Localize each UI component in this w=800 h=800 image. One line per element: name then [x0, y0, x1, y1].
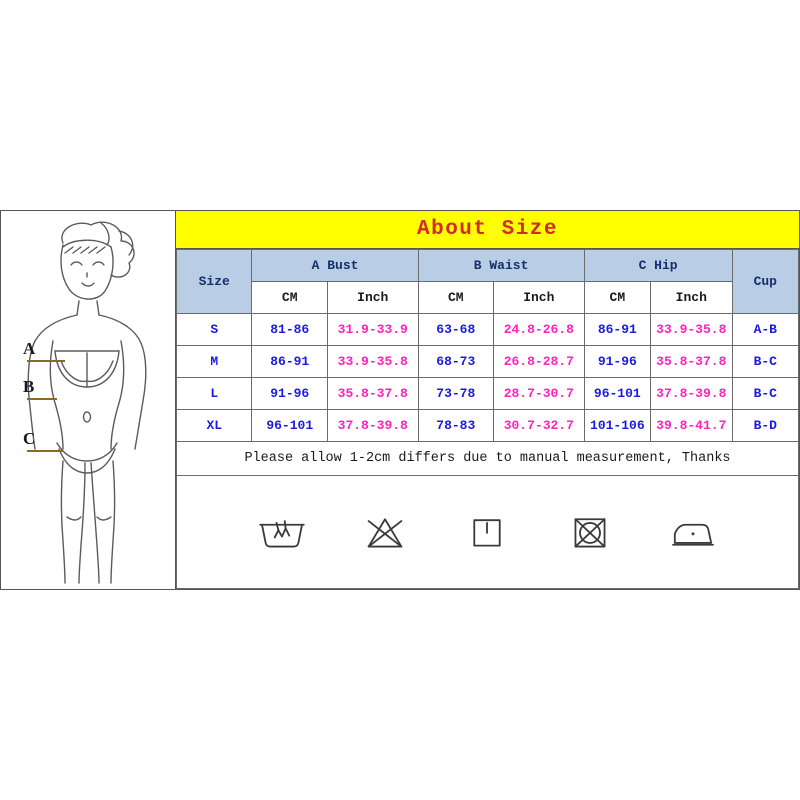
- header-hip-inch: Inch: [651, 282, 733, 314]
- header-hip-cm: CM: [584, 282, 650, 314]
- table-panel: [176, 211, 799, 589]
- cell-hip-cm: 86-91: [584, 314, 650, 346]
- cell-waist-cm: 78-83: [418, 410, 493, 442]
- cell-waist-inch: 28.7-30.7: [494, 378, 585, 410]
- cell-size: XL: [177, 410, 252, 442]
- cell-bust-inch: 33.9-35.8: [327, 346, 418, 378]
- cell-hip-cm: 91-96: [584, 346, 650, 378]
- table-group-header-row: [177, 250, 799, 282]
- iron-low-heat-icon: [665, 512, 721, 552]
- cell-waist-inch: 24.8-26.8: [494, 314, 585, 346]
- header-waist: B Waist: [418, 250, 584, 282]
- do-not-bleach-icon: [357, 512, 413, 552]
- hand-wash-icon: [254, 512, 310, 552]
- cell-bust-inch: 35.8-37.8: [327, 378, 418, 410]
- cell-cup: B-C: [732, 346, 798, 378]
- table-row: [177, 346, 799, 378]
- cell-size: M: [177, 346, 252, 378]
- waist-marker-label: B: [23, 377, 35, 396]
- cell-bust-cm: 86-91: [252, 346, 327, 378]
- about-size-title-bar: [176, 211, 799, 249]
- cell-bust-inch: 37.8-39.8: [327, 410, 418, 442]
- cell-size: L: [177, 378, 252, 410]
- cell-bust-cm: 96-101: [252, 410, 327, 442]
- cell-hip-cm: 101-106: [584, 410, 650, 442]
- table-row: [177, 410, 799, 442]
- cell-hip-inch: 35.8-37.8: [651, 346, 733, 378]
- cell-cup: A-B: [732, 314, 798, 346]
- drip-dry-icon: [459, 512, 515, 552]
- cell-waist-cm: 63-68: [418, 314, 493, 346]
- cell-cup: B-D: [732, 410, 798, 442]
- header-hip: C Hip: [584, 250, 732, 282]
- bust-marker-label: A: [23, 339, 36, 358]
- cell-cup: B-C: [732, 378, 798, 410]
- page-title: About Size: [416, 218, 559, 241]
- cell-bust-inch: 31.9-33.9: [327, 314, 418, 346]
- header-bust-cm: CM: [252, 282, 327, 314]
- cell-bust-cm: 91-96: [252, 378, 327, 410]
- cell-waist-cm: 73-78: [418, 378, 493, 410]
- cell-waist-inch: 26.8-28.7: [494, 346, 585, 378]
- care-instructions-row: [176, 476, 799, 589]
- cell-waist-cm: 68-73: [418, 346, 493, 378]
- header-waist-cm: CM: [418, 282, 493, 314]
- header-bust-inch: Inch: [327, 282, 418, 314]
- cell-hip-inch: 37.8-39.8: [651, 378, 733, 410]
- table-row: [177, 314, 799, 346]
- table-row: [177, 378, 799, 410]
- cell-bust-cm: 81-86: [252, 314, 327, 346]
- header-cup: Cup: [732, 250, 798, 314]
- female-body-illustration: [1, 211, 176, 589]
- cell-hip-inch: 39.8-41.7: [651, 410, 733, 442]
- size-table: [176, 249, 799, 442]
- cell-hip-inch: 33.9-35.8: [651, 314, 733, 346]
- table-unit-header-row: [177, 282, 799, 314]
- header-size: Size: [177, 250, 252, 314]
- header-bust: A Bust: [252, 250, 418, 282]
- cell-hip-cm: 96-101: [584, 378, 650, 410]
- measurement-note-text: Please allow 1-2cm differs due to manual measurement, Thanks: [244, 451, 731, 466]
- do-not-tumble-dry-icon: [562, 512, 618, 552]
- cell-waist-inch: 30.7-32.7: [494, 410, 585, 442]
- figure-panel: [1, 211, 176, 589]
- measurement-note: [176, 442, 799, 476]
- cell-size: S: [177, 314, 252, 346]
- size-chart-card: [0, 210, 800, 590]
- header-waist-inch: Inch: [494, 282, 585, 314]
- hip-marker-label: C: [23, 429, 36, 448]
